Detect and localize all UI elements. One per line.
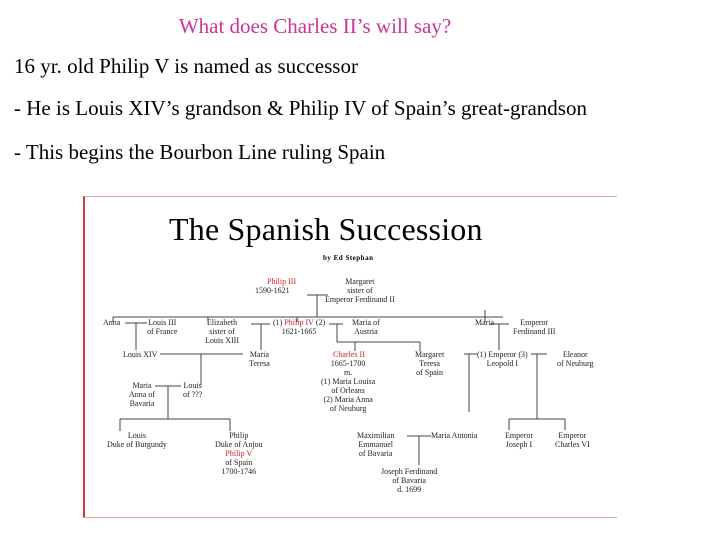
node-charles-ii-details: 1665-1700 m. (1) Maria Louisa of Orleans (2) Maria Anna of Neuburg	[321, 359, 376, 413]
node-emperor-charles-vi: Emperor Charles VI	[555, 431, 590, 449]
node-margaret: Margaret sister of Emperor Ferdinand II	[325, 277, 395, 304]
family-tree-title: The Spanish Succession	[169, 211, 483, 247]
node-maria-teresa: Maria Teresa	[249, 350, 270, 368]
node-maria-top: Maria	[475, 318, 495, 327]
node-maria-anna-of-bavaria: Maria Anna of Bavaria	[129, 381, 155, 408]
node-charles-ii: Charles II	[333, 350, 365, 359]
family-tree-image	[83, 196, 617, 518]
node-louis-xiii: Louis III of France	[147, 318, 178, 336]
node-philip-duke-of-anjou: Philip Duke of Anjou Philip V of Spain 1700-1746	[215, 431, 263, 476]
node-emperor-joseph-i: Emperor Joseph I	[505, 431, 533, 449]
node-joseph-ferdinand: Joseph Ferdinand of Bavaria d. 1699	[381, 467, 438, 494]
node-philip-iv: (1) Philip IV (2) 1621-1665	[273, 318, 326, 336]
node-elizabeth: Elizabeth sister of Louis XIII	[205, 318, 239, 345]
node-louis-duke-of-burgundy: Louis Duke of Burgundy	[107, 431, 167, 449]
bullet-philip-v-successor: 16 yr. old Philip V is named as successor	[14, 54, 358, 78]
family-tree-byline: by Ed Stephan	[323, 254, 374, 262]
node-emperor-leopold-i: (1) Emperor (3) Leopold I	[477, 350, 528, 368]
node-louis-small: Louis of ???	[183, 381, 203, 399]
node-philip-v: Philip V	[225, 449, 253, 458]
node-emperor-ferdinand-iii: Emperor Ferdinand III	[513, 318, 556, 336]
node-mariana: Maria of Austria	[352, 318, 380, 336]
node-margaret-teresa: Margaret Teresa of Spain	[415, 350, 445, 377]
bullet-bourbon-line: - This begins the Bourbon Line ruling Spain	[14, 140, 386, 164]
node-philip-iii-years: 1590-1621	[255, 286, 290, 295]
node-maria-antonia: Maria Antonia	[431, 431, 478, 440]
node-anna: Anna	[103, 318, 121, 327]
node-louis-xiv: Louis XIV	[123, 350, 158, 359]
node-philip-iii-name: Philip III	[267, 277, 297, 286]
node-maximilian-emmanuel: Maximilian Emmanuel of Bavaria	[357, 431, 395, 458]
slide-title: What does Charles II’s will say?	[178, 14, 452, 38]
bullet-philip-v-lineage: - He is Louis XIV’s grandson & Philip IV of Spain’s great-grandson	[14, 96, 587, 120]
node-eleanor-of-neuburg: Eleanor of Neuburg	[557, 350, 594, 368]
